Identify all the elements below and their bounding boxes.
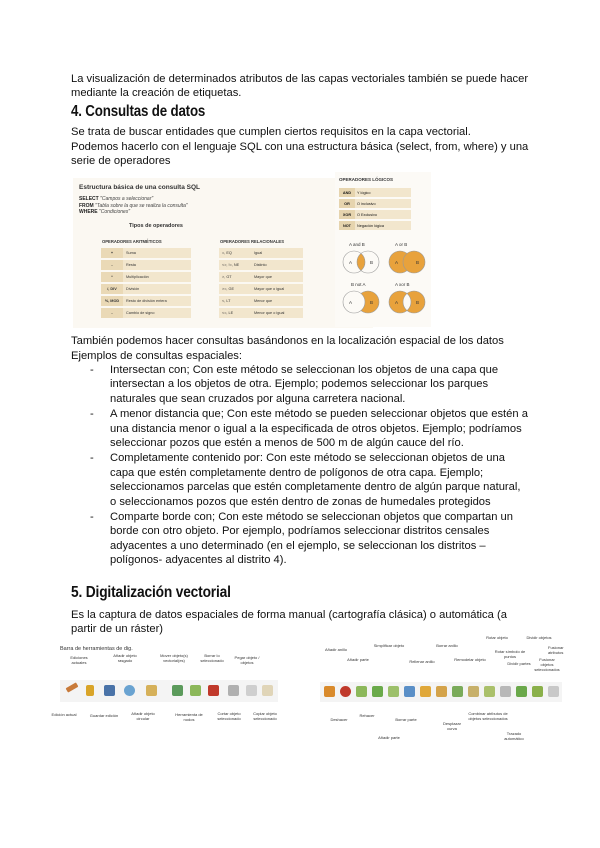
tb2-bottom-label: Deshacer [330, 717, 348, 722]
logical-operators-figure [335, 172, 431, 327]
add-circular-icon[interactable] [146, 685, 157, 696]
rel-key: <, LT [219, 296, 251, 306]
logic-value: Y lógico [355, 188, 411, 197]
split-features-icon[interactable] [516, 686, 527, 697]
arith-value: Suma [123, 248, 191, 258]
sql-select-value: "Campos a seleccionar" [100, 196, 154, 202]
pencil-icon[interactable] [66, 682, 79, 692]
venn-and-diagram [339, 249, 383, 275]
save-icon[interactable] [104, 685, 115, 696]
venn-xor-diagram [385, 289, 429, 315]
spatial-p1: También podemos hacer consultas basándonos en la localización espacial de los datos [71, 335, 504, 347]
arith-key: - [101, 260, 123, 270]
venn-or-a: A [395, 260, 399, 265]
tb2-bottom-label: Desplazar curva [442, 721, 461, 731]
rel-key: <>, !=, NE [219, 260, 251, 270]
spatial-examples-list [88, 363, 528, 569]
arith-value: Multiplicación [123, 272, 191, 282]
tb1-bottom-label: Añadir objeto circular [131, 711, 155, 721]
tb2-top-label: Rotar objeto [486, 635, 508, 640]
venn-not-label: B not A [351, 282, 366, 287]
arith-key: %, MOD [101, 296, 123, 306]
arith-value: División [123, 284, 191, 294]
arithmetic-operators-table [101, 236, 191, 320]
section-4-p2: Podemos hacerlo con el lenguaje SQL con una estructura básica (select, from, where) y una serie de operadores [71, 141, 529, 168]
logic-key: AND [339, 188, 355, 197]
rel-value: Mayor que o igual [251, 284, 303, 294]
logic-value: Negación lógica [355, 221, 411, 230]
arith-value: Cambio de signo [123, 308, 191, 318]
merge-features-icon[interactable] [532, 686, 543, 697]
section-4-p1: Se trata de buscar entidades que cumplen ciertos requisitos en la capa vectorial. [71, 126, 471, 138]
logic-key: XOR [339, 210, 355, 219]
list-item: - Completamente contenido por: Con este método se seleccionan objetos de una capa que estén completamente dentro de polígonos de otra capa. Ejemplo; seleccionamos parcelas que estén completamente dentro de algún parque natural, o seleccionamos pozos que estén dentro de zonas de humedales protegidos [88, 451, 528, 509]
rel-key: =, EQ [219, 248, 251, 258]
venn-not-b: B [370, 300, 374, 305]
delete-part-icon[interactable] [436, 686, 447, 697]
rel-key: >=, GE [219, 284, 251, 294]
tb2-top-label: Simplificar objeto [373, 643, 405, 648]
fill-ring-icon[interactable] [404, 686, 415, 697]
logic-value: O inclusivo [355, 199, 411, 208]
tb2-bottom-label: Borrar parte [395, 717, 417, 722]
tb2-top-label: Dividir objetos [526, 635, 552, 640]
tb1-top-label: Borrar lo seleccionado [200, 653, 224, 663]
tb1-top-label: Añadir objeto rasgado [113, 653, 137, 663]
logic-key: OR [339, 199, 355, 208]
venn-xor-label: A xor B [395, 282, 410, 287]
tb2-top-label: Rellenar anillo [409, 659, 435, 664]
venn-or-b: B [416, 260, 420, 265]
rotate-icon[interactable] [484, 686, 495, 697]
intro-paragraph: La visualización de determinados atributos de las capas vectoriales también se puede hacer mediante la creación de etiquetas. [71, 73, 529, 100]
simplify-icon[interactable] [388, 686, 399, 697]
sql-where-value: "Condiciones" [99, 209, 131, 215]
tb1-top-label: Pegar objeto / objetos [234, 655, 260, 665]
rel-value: Distinto [251, 260, 303, 270]
tb2-top-label: Fusionar atributos [548, 645, 564, 655]
arith-key: * [101, 272, 123, 282]
tb1-bottom-label: Herramienta de nodos [175, 712, 203, 722]
tb2-top-label: Añadir anillo [324, 647, 347, 652]
arith-header: OPERADORES ARITMÉTICOS [102, 239, 162, 244]
list-item: - Intersectan con; Con este método se seleccionan los objetos de una capa que intersectan a los objetos de otra. Ejemplo; podemos seleccionar los parques naturales que sean cruzados por alguna carretera nacional. [88, 363, 528, 406]
sql-where-keyword: WHERE [79, 209, 98, 215]
logic-value: O Exclusivo [355, 210, 411, 219]
arith-key: + [101, 248, 123, 258]
tb2-bottom-label: Trazado automático [504, 731, 524, 741]
undo-icon[interactable] [324, 686, 335, 697]
tb1-top-label: Ediciones actuales [70, 655, 88, 665]
sql-statement [79, 196, 188, 216]
tb2-bottom-label: Rehacer [359, 713, 375, 718]
offset-curve-icon[interactable] [468, 686, 479, 697]
rotate-symbol-icon[interactable] [500, 686, 511, 697]
venn-xor-b: B [416, 300, 420, 305]
list-item: - A menor distancia que; Con este método se pueden seleccionar objetos que estén a una distancia menor o igual a la especificada de otros objetos. Ejemplo; podríamos seleccionar pozos que estén a menos de 500 m de algún cauce del río. [88, 407, 528, 450]
sql-figure-title: Estructura básica de una consulta SQL [79, 184, 201, 191]
cut-icon[interactable] [228, 685, 239, 696]
rel-header: OPERADORES RELACIONALES [220, 239, 284, 244]
tb2-bottom-label: Añadir parte [378, 735, 400, 740]
tb2-top-label: Remodelar objeto [454, 657, 486, 662]
rel-key: <=, LE [219, 308, 251, 318]
add-ring-icon[interactable] [356, 686, 367, 697]
sql-from-value: "Tabla sobre la que se realiza la consulta" [95, 202, 188, 209]
section-4-heading: 4. Consultas de datos [71, 103, 206, 120]
list-item: - Comparte borde con; Con este método se seleccionan objetos que compartan un borde con otro objeto. Por ejemplo, podríamos seleccionar distritos censales adyacentes a uno determinado (en el ejemplo, se seleccionan los distritos – polígonos- adyacentes al distrito 4). [88, 510, 528, 568]
logic-table [339, 186, 411, 232]
venn-and-label: A and B [349, 242, 365, 247]
paste-icon[interactable] [262, 685, 273, 696]
arith-key: /, DIV [101, 284, 123, 294]
rel-value: Menor que [251, 296, 303, 306]
tb1-top-label: Mover objeto(s) vectorial(es) [160, 653, 188, 663]
rel-value: Menor que o igual [251, 308, 303, 318]
venn-and-b: B [370, 260, 374, 265]
venn-not-diagram [339, 289, 383, 315]
sql-from-keyword: FROM [79, 202, 94, 209]
venn-or-diagram [385, 249, 429, 275]
section-5-p1: Es la captura de datos espaciales de forma manual (cartografía clásica) o automática (a partir de un ráster) [71, 609, 507, 636]
digitizing-toolbar-2 [320, 682, 562, 702]
tb1-bottom-label: Cortar objeto seleccionado [217, 711, 241, 721]
tb2-top-label: Fusionar objetos seleccionados [534, 657, 560, 672]
venn-and-a: A [349, 260, 353, 265]
relational-operators-table [219, 236, 303, 320]
digitizing-toolbar-1 [60, 680, 278, 702]
move-feature-icon[interactable] [172, 685, 183, 696]
section-5-heading: 5. Digitalización vectorial [71, 584, 231, 601]
arith-key: - [101, 308, 123, 318]
reshape-icon[interactable] [452, 686, 463, 697]
venn-xor-a: A [395, 300, 399, 305]
rel-value: Igual [251, 248, 303, 258]
edit-pencil-icon[interactable] [86, 685, 94, 696]
delete-icon[interactable] [208, 685, 219, 696]
spatial-p2: Ejemplos de consultas espaciales: [71, 350, 243, 362]
operator-types-subtitle: Tipos de operadores [129, 223, 183, 229]
tb1-bottom-label: Copiar objeto seleccionado [253, 711, 277, 721]
venn-or-label: A or B [395, 242, 408, 247]
venn-not-a: A [349, 300, 353, 305]
merge-attributes-icon[interactable] [548, 686, 559, 697]
rel-key: >, GT [219, 272, 251, 282]
tb1-bottom-label: Edición actual [51, 712, 77, 717]
tb1-bottom-label: Guardar edición [89, 713, 119, 718]
node-tool-icon[interactable] [190, 685, 201, 696]
tb2-top-label: Rotar símbolo de puntos [494, 649, 526, 659]
redo-icon[interactable] [340, 686, 351, 697]
tb2-top-label: Borrar anillo [436, 643, 458, 648]
tb2-top-label: Añadir parte [347, 657, 369, 662]
add-feature-icon[interactable] [124, 685, 135, 696]
tb2-top-label: Dividir partes [507, 661, 531, 666]
logic-title: OPERADORES LÓGICOS [339, 177, 394, 182]
copy-icon[interactable] [246, 685, 257, 696]
toolbar1-title: Barra de herramientas de dig. [60, 646, 133, 652]
arith-value: Resta [123, 260, 191, 270]
add-part-icon[interactable] [372, 686, 383, 697]
sql-structure-figure [73, 178, 373, 328]
delete-ring-icon[interactable] [420, 686, 431, 697]
rel-value: Mayor que [251, 272, 303, 282]
sql-select-keyword: SELECT [79, 196, 99, 202]
tb2-bottom-label: Combinar atributos de objetos seleccionados [468, 711, 508, 721]
arith-value: Resto de división entera [123, 296, 191, 306]
logic-key: NOT [339, 221, 355, 230]
